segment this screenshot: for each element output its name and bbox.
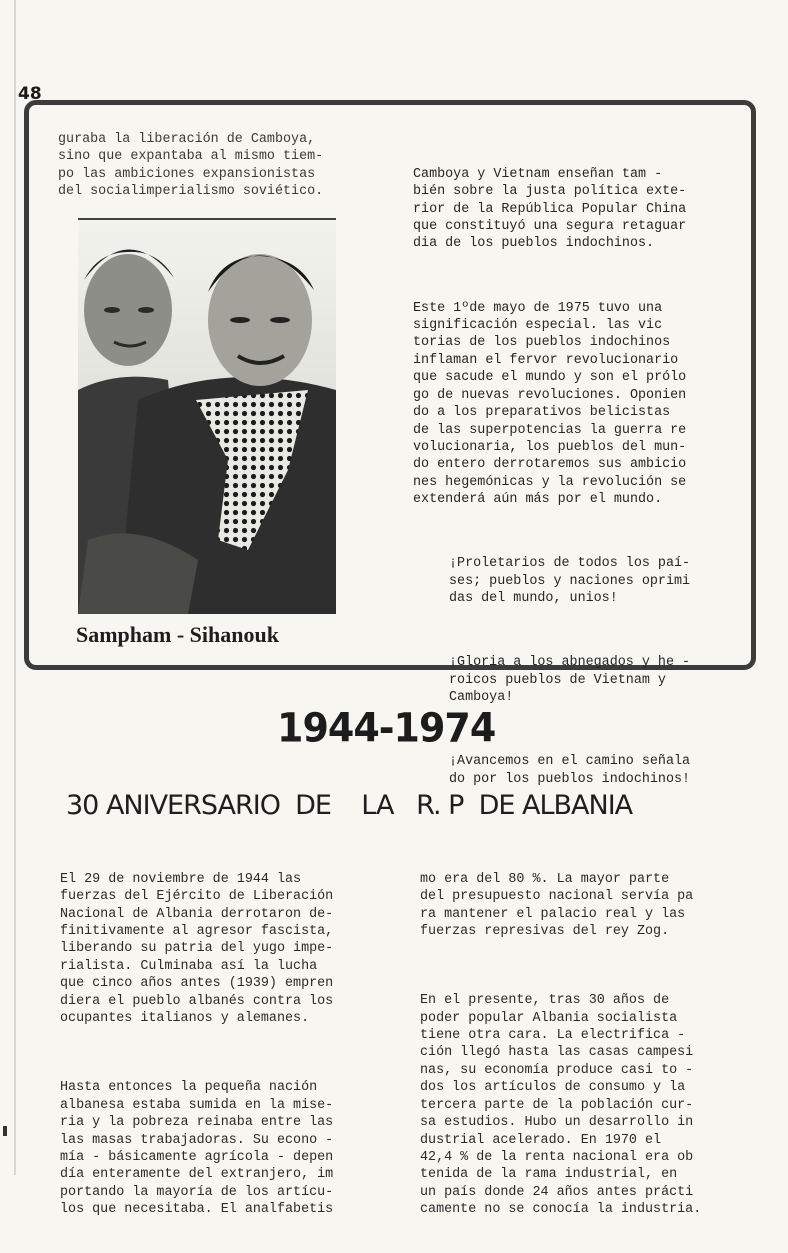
box-left-line: po las ambiciones expansionistas (58, 166, 316, 182)
box-left-line: sino que expantaba al mismo tiem- (58, 149, 324, 165)
page-number: 48 (18, 84, 42, 104)
scan-mark (3, 1126, 7, 1136)
box-left-line: guraba la liberación de Camboya, (58, 132, 316, 147)
article-right-column (420, 836, 701, 1253)
portrait-photo-illustration (78, 220, 336, 614)
photo-sampham-sihanouk (78, 218, 336, 614)
article-headline: 30 ANIVERSARIO DE LA R. P DE ALBANIA (66, 790, 633, 821)
article-paragraph-4: En el presente, tras 30 años de poder popular Albania socialista tiene otra cara. La electrifica - ción llegó hasta las casas campesi nas, su economía produce casi to - dos los artículos de consumo y la tercera parte de la población cur- sa estudios. Hubo un desarrollo in dustrial acelerado. En 1970 el 42,4 % de la renta nacional era ob tenida de la rama industrial, en un país donde 24 años antes prácti camente no se conocía la industria. (420, 993, 702, 1218)
page-binding-edge (14, 0, 16, 1175)
article-paragraph-2: Hasta entonces la pequeña nación albanesa estaba sumida en la mise- ria y la pobreza reinaba entre las las masas trabajadoras. Su econo - mía - básicamente agrícola - depen día enteramente del extranjero, im portando la mayoría de los artícu- los que necesitaba. El analfabetis (60, 1080, 334, 1218)
slogan-2: ¡Gloria a los abnegados y he - roicos pueblos de Vietnam y Camboya! (449, 655, 691, 706)
box-left-column-text (58, 131, 323, 201)
article-paragraph-1: El 29 de noviembre de 1944 las fuerzas del Ejército de Liberación Nacional de Albania derrotaron de- finitivamente al agresor fascista, liberando su patria del yugo impe- rialista. Culminaba así la lucha que cinco años antes (1939) empren diera el pueblo albanés contra los ocupantes italianos y alemanes. (60, 871, 334, 1027)
slogan-1: ¡Proletarios de todos los paí- ses; pueblos y naciones oprimi das del mundo, unios! (449, 556, 691, 607)
years-heading: 1944-1974 (277, 704, 496, 752)
box-paragraph-1: Camboya y Vietnam enseñan tam - bién sobre la justa política exte- rior de la República Popular China que constituyó una segura retaguar dia de los pueblos indochinos. (413, 166, 687, 252)
box-paragraph-2: Este 1ºde mayo de 1975 tuvo una significación especial. las vic torias de los pueblos indochinos inflaman el fervor revolucionario que sacude el mundo y son el prólo go de nuevas revoluciones. Oponien do a los preparativos belicistas de las superpotencias la guerra re volucionaria, los pueblos del mun- do entero derrotaremos sus ambicio nes hegemónicas y la revolución se extenderá aún más por el mundo. (413, 300, 687, 508)
slogan-3: ¡Avancemos en el camino señala do por los pueblos indochinos! (449, 754, 691, 787)
article-left-column (60, 836, 333, 1253)
box-left-line: del socialimperialismo soviético. (58, 184, 324, 200)
article-paragraph-3: mo era del 80 %. La mayor parte del presupuesto nacional servía pa ra mantener el palacio real y las fuerzas represivas del rey Zog. (420, 871, 694, 940)
photo-caption: Sampham - Sihanouk (76, 622, 279, 647)
